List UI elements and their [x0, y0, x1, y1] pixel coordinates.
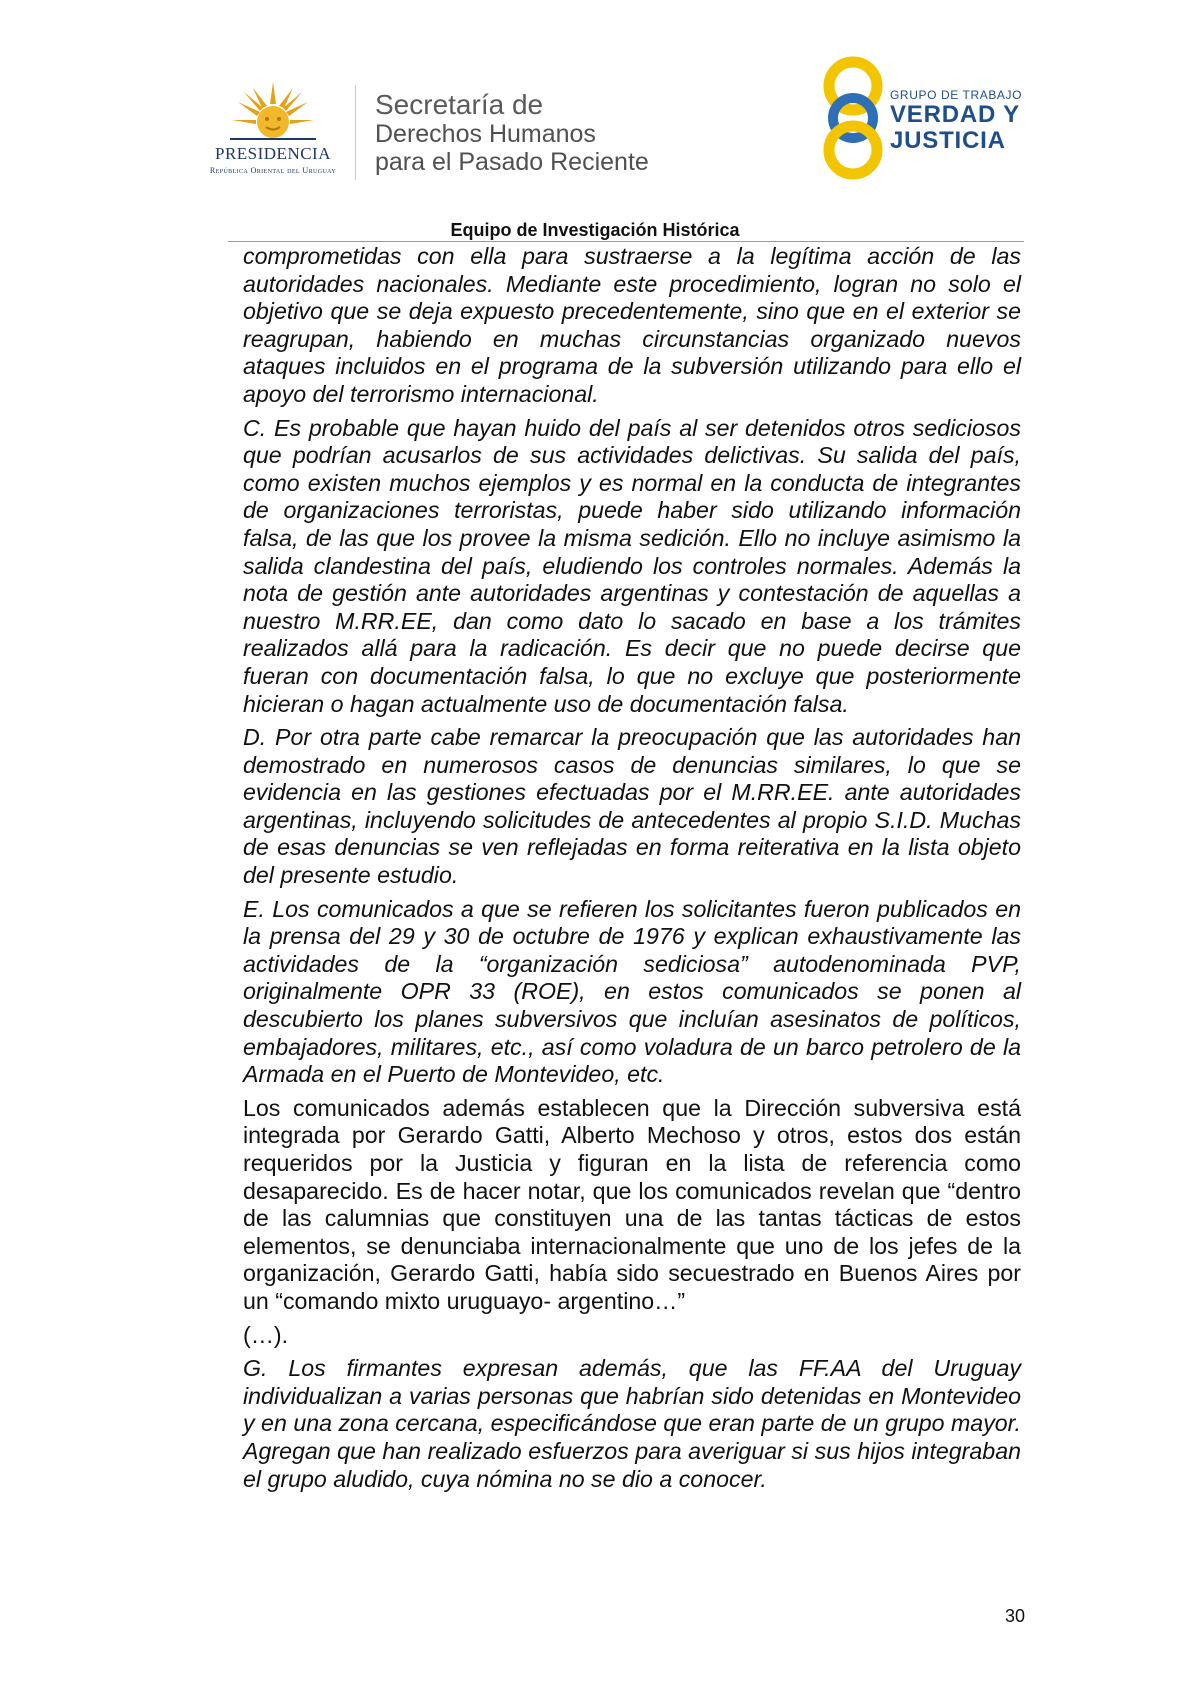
header-divider — [355, 85, 356, 180]
secretaria-line3: para el Pasado Reciente — [375, 148, 649, 176]
paragraph-d: D. Por otra parte cabe remarcar la preocupación que las autoridades han demostrado en numerosos casos de denuncias similares, lo que se evidencia en las gestiones efectuadas por el M.RR.EE. ante autoridades argentinas, incluyendo solicitudes de antecedentes al propio S.I.D. Muchas de esas denuncias se ven reflejadas en forma reiterativa en la lista objeto del presente estudio. — [243, 724, 1021, 889]
secretaria-logo-text — [375, 90, 649, 176]
paragraph-continuation: comprometidas con ella para sustraerse a la legítima acción de las autoridades nacionales. Mediante este procedimiento, logran no solo el objetivo que se deja expuesto precedentemente, sino que en el exterior se reagrupan, habiendo en muchas circunstancias organizado nuevos ataques incluidos en el programa de la subversión utilizando para ello el apoyo del terrorismo internacional. — [243, 243, 1021, 407]
sun-emblem-icon — [230, 80, 316, 142]
presidencia-name: PRESIDENCIA — [214, 144, 331, 163]
rings-emblem-icon — [818, 56, 888, 181]
team-title: Equipo de Investigación Histórica — [450, 220, 740, 240]
presidencia-logo — [198, 80, 348, 180]
paragraph-ellipsis: (…). — [243, 1321, 289, 1348]
paragraph-c: C. Es probable que hayan huido del país al ser detenidos otros sediciosos que podrían acusarlos de sus actividades delictivas. Su salida del país, como existen muchos ejemplos y es normal en la conducta de integrantes de organizaciones terroristas, puede haber sido utilizando información falsa, de las que los provee la misma sedición. Ello no incluye asimismo la salida clandestina del país, eludiendo los controles normales. Además la nota de gestión ante autoridades argentinas y contestación de aquellas a nuestro M.RR.EE, dan como dato lo sacado en base a los trámites realizados allá para la radicación. Es decir que no puede decirse que fueran con documentación falsa, lo que no excluye que posteriormente hicieran o hagan actualmente uso de documentación falsa. — [243, 414, 1021, 717]
header-rule — [228, 241, 1024, 242]
document-body — [243, 243, 1021, 1499]
grupo-justicia-label: JUSTICIA — [890, 127, 1006, 154]
paragraph-comunicados: Los comunicados además establecen que la Dirección subversiva está integrada por Gerardo Gatti, Alberto Mechoso y otros, estos dos están requeridos por la Justicia y figuran en la lista de referencia como desaparecido. Es de hacer notar, que los comunicados revelan que “dentro de las calumnias que constituyen una de las tantas tácticas de estos elementos, se denunciaba internacionalmente que uno de los jefes de la organización, Gerardo Gatti, había sido secuestrado en Buenos Aires por un “comando mixto uruguayo- argentino…” — [243, 1094, 1021, 1314]
page-number: 30 — [1005, 1606, 1026, 1626]
verdad-justicia-logo — [818, 56, 1048, 181]
secretaria-line2: Derechos Humanos — [375, 120, 596, 148]
secretaria-line1: Secretaría de — [375, 89, 544, 120]
paragraph-e: E. Los comunicados a que se refieren los solicitantes fueron publicados en la prensa del 29 y 30 de octubre de 1976 y explican exhaustivamente las actividades de la “organización sediciosa” autodenominada PVP, originalmente OPR 33 (ROE), en estos comunicados se ponen al descubierto los planes subversivos que incluían asesinatos de políticos, embajadores, militares, etc., así como voladura de un barco petrolero de la Armada en el Puerto de Montevideo, etc. — [243, 895, 1021, 1088]
presidencia-subtitle: República Oriental del Uruguay — [209, 166, 337, 175]
grupo-verdad-label: VERDAD Y — [890, 101, 1020, 128]
page-header — [0, 0, 1190, 240]
paragraph-g: G. Los firmantes expresan además, que las FF.AA del Uruguay individualizan a varias personas que habrían sido detenidas en Montevideo y en una zona cercana, especificándose que eran parte de un grupo mayor. Agregan que han realizado esfuerzos para averiguar si sus hijos integraban el grupo aludido, cuya nómina no se dio a conocer. — [243, 1355, 1021, 1492]
grupo-small-label: GRUPO DE TRABAJO — [890, 88, 1023, 102]
